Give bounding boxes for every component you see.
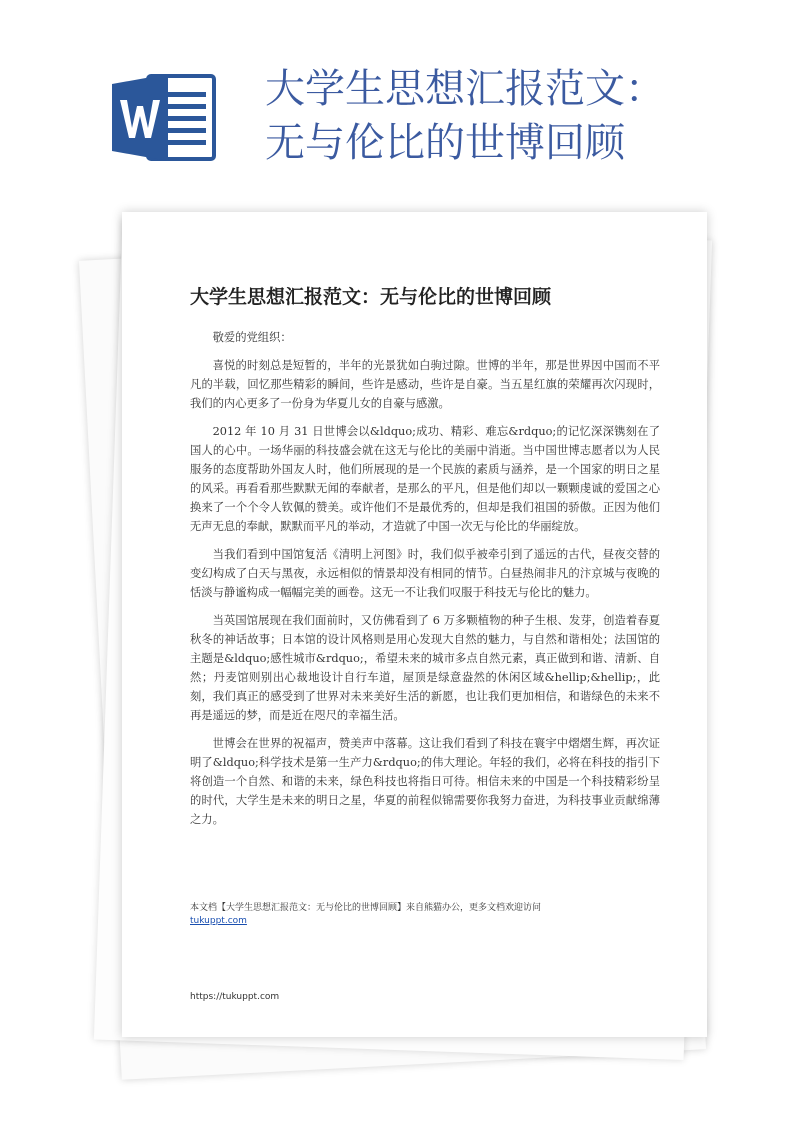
footer-url: https://tukuppt.com xyxy=(190,992,280,1002)
paragraph-1: 喜悦的时刻总是短暂的，半年的光景犹如白驹过隙。世博的半年，那是世界因中国而不平凡的半载，回忆那些精彩的瞬间，些许是感动，些许是自豪。当五星红旗的荣耀再次闪现时，我们的内心更多了一份身为华夏儿女的自豪与感激。 xyxy=(190,359,660,410)
salutation: 敬爱的党组织： xyxy=(212,331,292,344)
source-note-text: 本文档【大学生思想汇报范文：无与伦比的世博回顾】来自熊猫办公，更多文档欢迎访问 xyxy=(190,903,542,913)
document-title: 大学生思想汇报范文：无与伦比的世博回顾 xyxy=(190,286,552,308)
paragraph-3: 当我们看到中国馆复活《清明上河图》时，我们似乎被牵引到了遥远的古代，昼夜交替的变幻构成了白天与黑夜，永远相似的情景却没有相同的情节。白昼热闹非凡的汴京城与夜晚的恬淡与静谧构成一幅幅完美的画卷。这无一不让我们叹服于科技无与伦比的魅力。 xyxy=(190,548,660,599)
word-document-icon xyxy=(110,70,220,165)
paragraph-2: 2012 年 10 月 31 日世博会以&ldquo;成功、精彩、难忘&rdquo;的记忆深深镌刻在了国人的心中。一场华丽的科技盛会就在这无与伦比的美丽中消逝。当中国世博志愿者以为人民服务的态度帮助外国友人时，他们所展现的是一个民族的素质与涵养，是一个国家的明日之星的风采。再看看那些默默无闻的奉献者，是那么的平凡，但是他们却以一颗颗虔诚的爱国之心换来了一个个令人钦佩的赞美。或许他们不是最优秀的，但却是我们祖国的骄傲。正因为他们无声无息的奉献，默默而平凡的举动，才造就了中国一次无与伦比的华丽绽放。 xyxy=(190,425,660,533)
paragraph-5: 世博会在世界的祝福声，赞美声中落幕。这让我们看到了科技在寰宇中熠熠生辉，再次证明了&ldquo;科学技术是第一生产力&rdquo;的伟大理论。年轻的我们，必将在科技的指引下将创造一个自然、和谐的未来，绿色科技也将指日可待。相信未来的中国是一个科技精彩纷呈的时代，大学生是未来的明日之星，华夏的前程似锦需要你我努力奋进，为科技事业贡献绵薄之力。 xyxy=(190,737,660,826)
source-note xyxy=(190,902,660,928)
page-title xyxy=(265,62,785,170)
document-page xyxy=(122,212,707,1037)
source-link[interactable]: tukuppt.com xyxy=(190,916,247,926)
paragraph-4: 当英国馆展现在我们面前时，又仿佛看到了 6 万多颗植物的种子生根、发芽，创造着春夏秋冬的神话故事；日本馆的设计风格则是用心发现大自然的魅力，与自然和谐相处；法国馆的主题是&ldquo;感性城市&rdquo;，希望未来的城市多点自然元素，真正做到和谐、清新、自然；丹麦馆则别出心裁地设计自行车道，屋顶是绿意盎然的休闲区域&hellip;&hellip;，此刻，我们真正的感受到了世界对未来美好生活的新愿，也让我们更加相信，和谐绿色的未来不再是遥远的梦，而是近在咫尺的幸福生活。 xyxy=(190,614,660,722)
page-title-line2: 无与伦比的世博回顾 xyxy=(265,120,625,166)
page-title-line1: 大学生思想汇报范文： xyxy=(265,66,665,112)
document-body xyxy=(190,328,660,838)
